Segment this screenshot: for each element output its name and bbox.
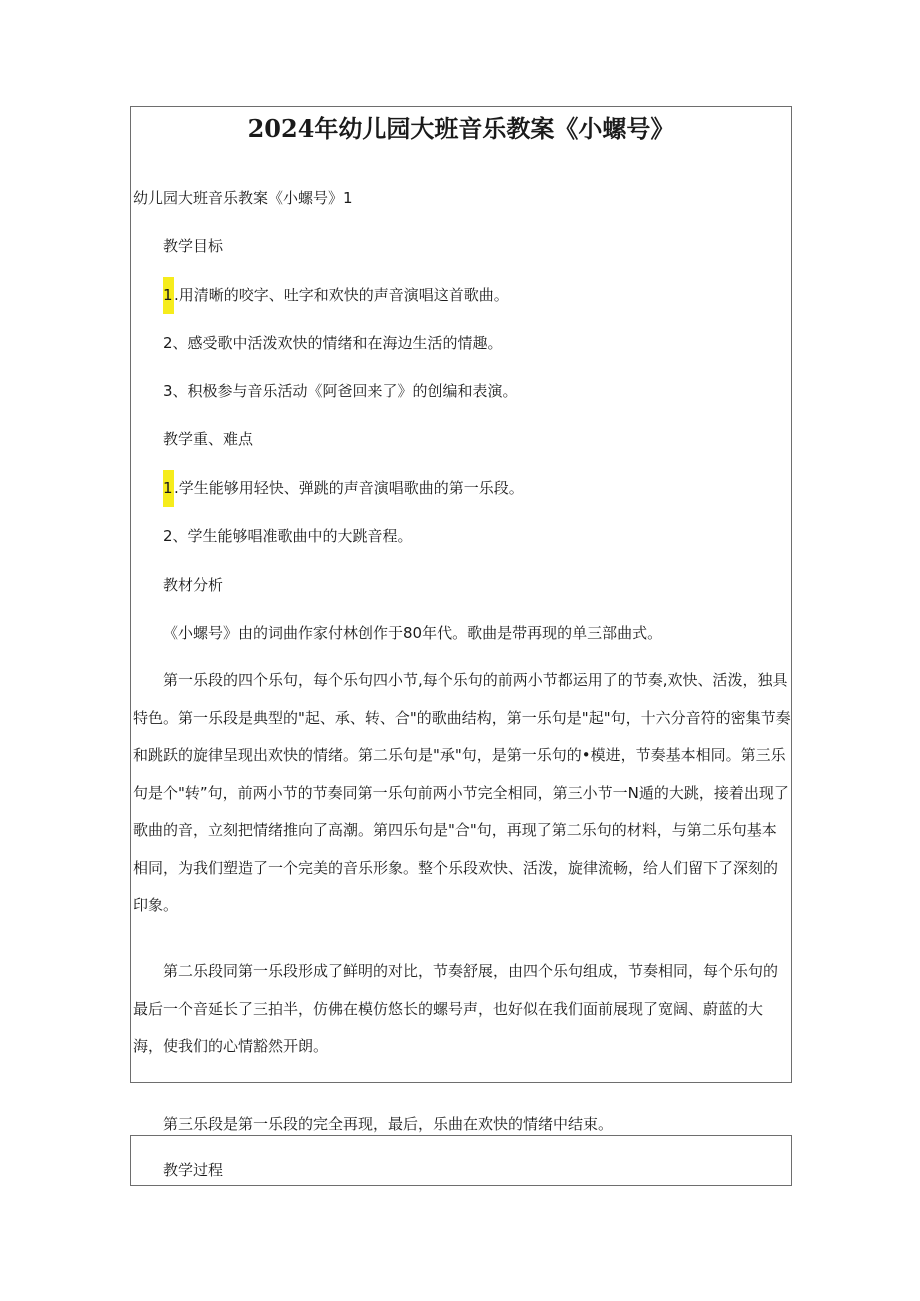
heading-material-analysis: 教材分析 bbox=[163, 576, 224, 594]
highlight-mark: 1 bbox=[163, 277, 174, 314]
key-point-2: 2、学生能够唱准歌曲中的大跳音程。 bbox=[163, 527, 413, 545]
content-box-main bbox=[130, 106, 792, 1083]
analysis-section-2: 第二乐段同第一乐段形成了鲜明的对比，节奏舒展，由四个乐句组成，节奏相同，每个乐句的最后一个音延长了三拍半，仿佛在模仿悠长的螺号声，也好似在我们面前展现了宽阔、蔚蓝的大海，使我们的心情豁然开朗。 bbox=[133, 962, 779, 1055]
analysis-section-3: 第三乐段是第一乐段的完全再现，最后，乐曲在欢快的情绪中结束。 bbox=[163, 1115, 614, 1133]
document-title: 2024年幼儿园大班音乐教案《小螺号》 bbox=[247, 114, 675, 143]
heading-teaching-goals: 教学目标 bbox=[163, 237, 224, 255]
highlight-mark: 1 bbox=[163, 470, 174, 507]
heading-key-points: 教学重、难点 bbox=[163, 430, 254, 448]
analysis-intro: 《小螺号》由的词曲作家付林创作于80年代。歌曲是带再现的单三部曲式。 bbox=[163, 624, 663, 642]
analysis-section-1: 第一乐段的四个乐句，每个乐句四小节,每个乐句的前两小节都运用了的节奏,欢快、活泼，独具特色。第一乐段是典型的"起、承、转、合"的歌曲结构，第一乐句是"起"句，十六分音符的密集节奏和跳跃的旋律呈现出欢快的情绪。第二乐句是"承"句，是第一乐句的•模进，节奏基本相同。第三乐句是个"转”句，前两小节的节奏同第一乐句前两小节完全相同，第三小节一N遁的大跳，接着出现了歌曲的音，立刻把情绪推向了高潮。第四乐句是"合"句，再现了第二乐句的材料，与第二乐句基本相同，为我们塑造了一个完美的音乐形象。整个乐段欢快、活泼，旋律流畅，给人们留下了深刻的印象。 bbox=[133, 671, 791, 914]
goal-item-2: 2、感受歌中活泼欢快的情绪和在海边生活的情趣。 bbox=[163, 334, 503, 352]
goal-item-1 bbox=[163, 285, 509, 305]
goal-item-1-text: .用清晰的咬字、吐字和欢快的声音演唱这首歌曲。 bbox=[174, 286, 509, 304]
subtitle: 幼儿园大班音乐教案《小螺号》1 bbox=[133, 189, 353, 207]
heading-teaching-process: 教学过程 bbox=[163, 1161, 224, 1179]
content-box-process bbox=[130, 1135, 792, 1186]
key-point-1 bbox=[163, 478, 524, 498]
key-point-1-text: .学生能够用轻快、弹跳的声音演唱歌曲的第一乐段。 bbox=[174, 479, 524, 497]
goal-item-3: 3、积极参与音乐活动《阿爸回来了》的创编和表演。 bbox=[163, 382, 518, 400]
